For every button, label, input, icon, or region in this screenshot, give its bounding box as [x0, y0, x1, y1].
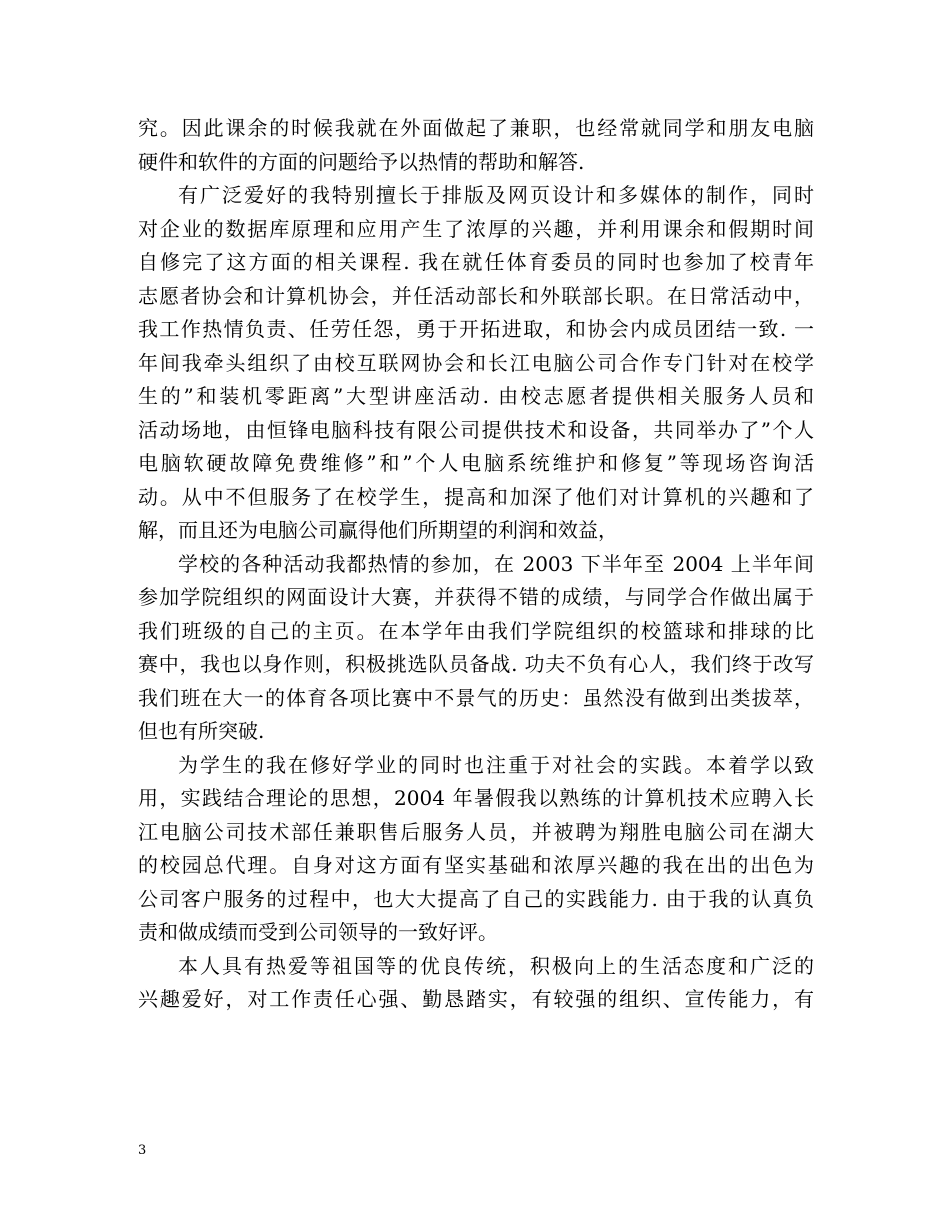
text-line: 生的”和装机零距离”大型讲座活动. 由校志愿者提供相关服务人员和 [138, 384, 814, 408]
text-line: 责和做成绩而受到公司领导的一致好评。 [138, 920, 498, 944]
text-line: 的校园总代理。自身对这方面有坚实基础和浓厚兴趣的我在出的出色为 [138, 853, 814, 877]
paragraph [138, 749, 814, 950]
text-line: 我工作热情负责、任劳任怨，勇于开拓进取，和协会内成员团结一致. 一 [138, 317, 814, 341]
text-line: 解，而且还为电脑公司赢得他们所期望的利润和效益， [138, 518, 618, 542]
text-line: 学校的各种活动我都热情的参加，在 2003 下半年至 2004 上半年间 [178, 551, 814, 576]
paragraph [138, 548, 814, 749]
text-line: 自修完了这方面的相关课程. 我在就任体育委员的同时也参加了校青年 [138, 250, 814, 274]
text-line: 兴趣爱好，对工作责任心强、勤恳踏实，有较强的组织、宣传能力，有 [138, 987, 814, 1011]
text-line: 但也有所突破. [138, 719, 265, 743]
text-line: 对企业的数据库原理和应用产生了浓厚的兴趣，并利用课余和假期时间 [138, 216, 814, 241]
text-line: 公司客户服务的过程中，也大大提高了自己的实践能力. 由于我的认真负 [138, 886, 814, 911]
paragraph [138, 112, 814, 179]
text-line: 江电脑公司技术部任兼职售后服务人员，并被聘为翔胜电脑公司在湖大 [138, 819, 814, 844]
page-number: 3 [138, 1143, 147, 1158]
text-line: 我们班级的自己的主页。在本学年由我们学院组织的校篮球和排球的比 [138, 618, 814, 643]
paragraph [138, 179, 814, 548]
text-line: 用，实践结合理论的思想，2004 年暑假我以熟练的计算机技术应聘入长 [138, 786, 814, 810]
text-line: 为学生的我在修好学业的同时也注重于对社会的实践。本着学以致 [178, 752, 814, 777]
text-line: 究。因此课余的时候我就在外面做起了兼职，也经常就同学和朋友电脑 [138, 116, 814, 140]
text-line: 硬件和软件的方面的问题给予以热情的帮助和解答. [138, 149, 585, 174]
text-line: 电脑软硬故障免费维修”和”个人电脑系统维护和修复”等现场咨询活 [138, 451, 814, 475]
document-body [138, 112, 814, 1017]
text-line: 本人具有热爱等祖国等的优良传统，积极向上的生活态度和广泛的 [178, 953, 814, 978]
text-line: 年间我牵头组织了由校互联网协会和长江电脑公司合作专门针对在校学 [138, 350, 814, 375]
text-line: 参加学院组织的网面设计大赛，并获得不错的成绩，与同学合作做出属于 [138, 585, 814, 609]
paragraph [138, 950, 814, 1017]
text-line: 我们班在大一的体育各项比赛中不景气的历史：虽然没有做到出类拔萃， [138, 685, 814, 710]
text-line: 有广泛爱好的我特别擅长于排版及网页设计和多媒体的制作，同时 [178, 183, 814, 207]
text-line: 动。从中不但服务了在校学生，提高和加深了他们对计算机的兴趣和了 [138, 484, 814, 509]
text-line: 活动场地，由恒锋电脑科技有限公司提供技术和设备，共同举办了”个人 [138, 417, 814, 442]
text-line: 赛中，我也以身作则，积极挑选队员备战. 功夫不负有心人，我们终于改写 [138, 652, 814, 676]
text-line: 志愿者协会和计算机协会，并任活动部长和外联部长职。在日常活动中， [138, 283, 814, 308]
